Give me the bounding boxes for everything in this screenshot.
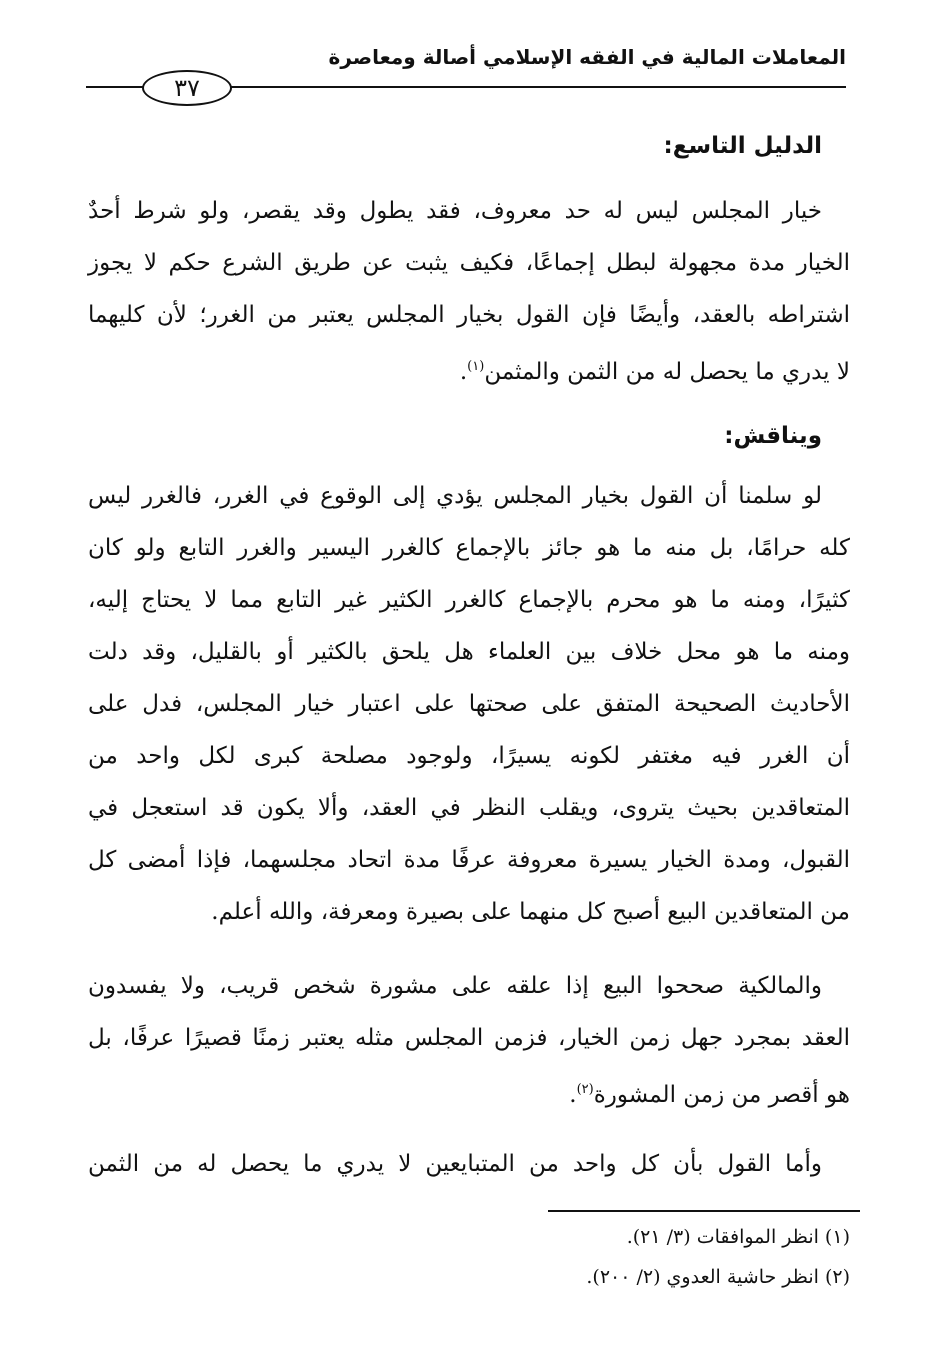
footnote-separator: [548, 1210, 860, 1212]
footnote-2: (٢) انظر حاشية العدوي (٢/ ٢٠٠).: [586, 1266, 850, 1288]
page-number: ٣٧: [142, 70, 232, 106]
paragraph-line: الأحاديث الصحيحة المتفق على صحتها على اعتبار خيار المجلس، فدل على: [88, 691, 850, 717]
running-title: المعاملات المالية في الفقه الإسلامي أصالة ومعاصرة: [328, 45, 846, 69]
section-heading-ninth-evidence: الدليل التاسع:: [663, 133, 822, 159]
paragraph-line: أن الغرر فيه مغتفر لكونه يسيرًا، ولوجود مصلحة كبرى لكل واحد من: [88, 743, 850, 769]
paragraph-line-with-footnote-ref: [88, 341, 850, 393]
paragraph-line: العقد بمجرد جهل زمن الخيار، فزمن المجلس مثله يعتبر زمنًا قصيرًا عرفًا، بل: [88, 1025, 850, 1051]
paragraph-line: خيار المجلس ليس له حد معروف، فقد يطول وقد يقصر، ولو شرط أحدٌ: [88, 198, 822, 224]
line-end: .: [459, 359, 468, 385]
paragraph-line: الخيار مدة مجهولة لبطل إجماعًا، فكيف يثبت عن طريق الشرع حكم لا يجوز: [88, 250, 850, 276]
line-end: .: [569, 1082, 577, 1108]
line-text: لا يدري ما يحصل له من الثمن والمثمن: [484, 359, 850, 385]
paragraph-line: كله حرامًا، بل منه ما هو جائز بالإجماع كالغرر اليسير والغرر التابع ولو كان: [88, 535, 850, 561]
paragraph-line: المتعاقدين بحيث يتروى، ويقلب النظر في العقد، وألا يكون قد استعجل في: [88, 795, 850, 821]
paragraph-line: من المتعاقدين البيع أصبح كل منهما على بصيرة ومعرفة، والله أعلم.: [211, 899, 850, 925]
footnote-ref-2: (٢): [576, 1082, 594, 1097]
paragraph-line: وأما القول بأن كل واحد من المتبايعين لا يدري ما يحصل له من الثمن: [88, 1151, 822, 1177]
section-heading-discussion: ويناقش:: [724, 423, 822, 449]
footnote-1: (١) انظر الموافقات (٣/ ٢١).: [626, 1226, 850, 1248]
paragraph-line: القبول، ومدة الخيار يسيرة معروفة عرفًا مدة اتحاد مجلسهما، فإذا أمضى كل: [88, 847, 850, 873]
footnote-ref-1: (١): [467, 359, 485, 374]
paragraph-line: اشتراطه بالعقد، وأيضًا فإن القول بخيار المجلس يعتبر من الغرر؛ لأن كليهما: [88, 302, 850, 328]
line-text: هو أقصر من زمن المشورة: [593, 1082, 850, 1108]
paragraph-line: ومنه ما هو محل خلاف بين العلماء هل يلحق بالكثير أو بالقليل، وقد دلت: [88, 639, 850, 665]
paragraph-line-with-footnote-ref: [88, 1064, 850, 1116]
paragraph-line: كثيرًا، ومنه ما هو محرم بالإجماع كالغرر الكثير غير التابع مما لا يحتاج إليه،: [88, 587, 850, 613]
paragraph-line: والمالكية صححوا البيع إذا علقه على مشورة شخص قريب، ولا يفسدون: [88, 973, 822, 999]
paragraph-line: لو سلمنا أن القول بخيار المجلس يؤدي إلى الوقوع في الغرر، فالغرر ليس: [88, 483, 822, 509]
